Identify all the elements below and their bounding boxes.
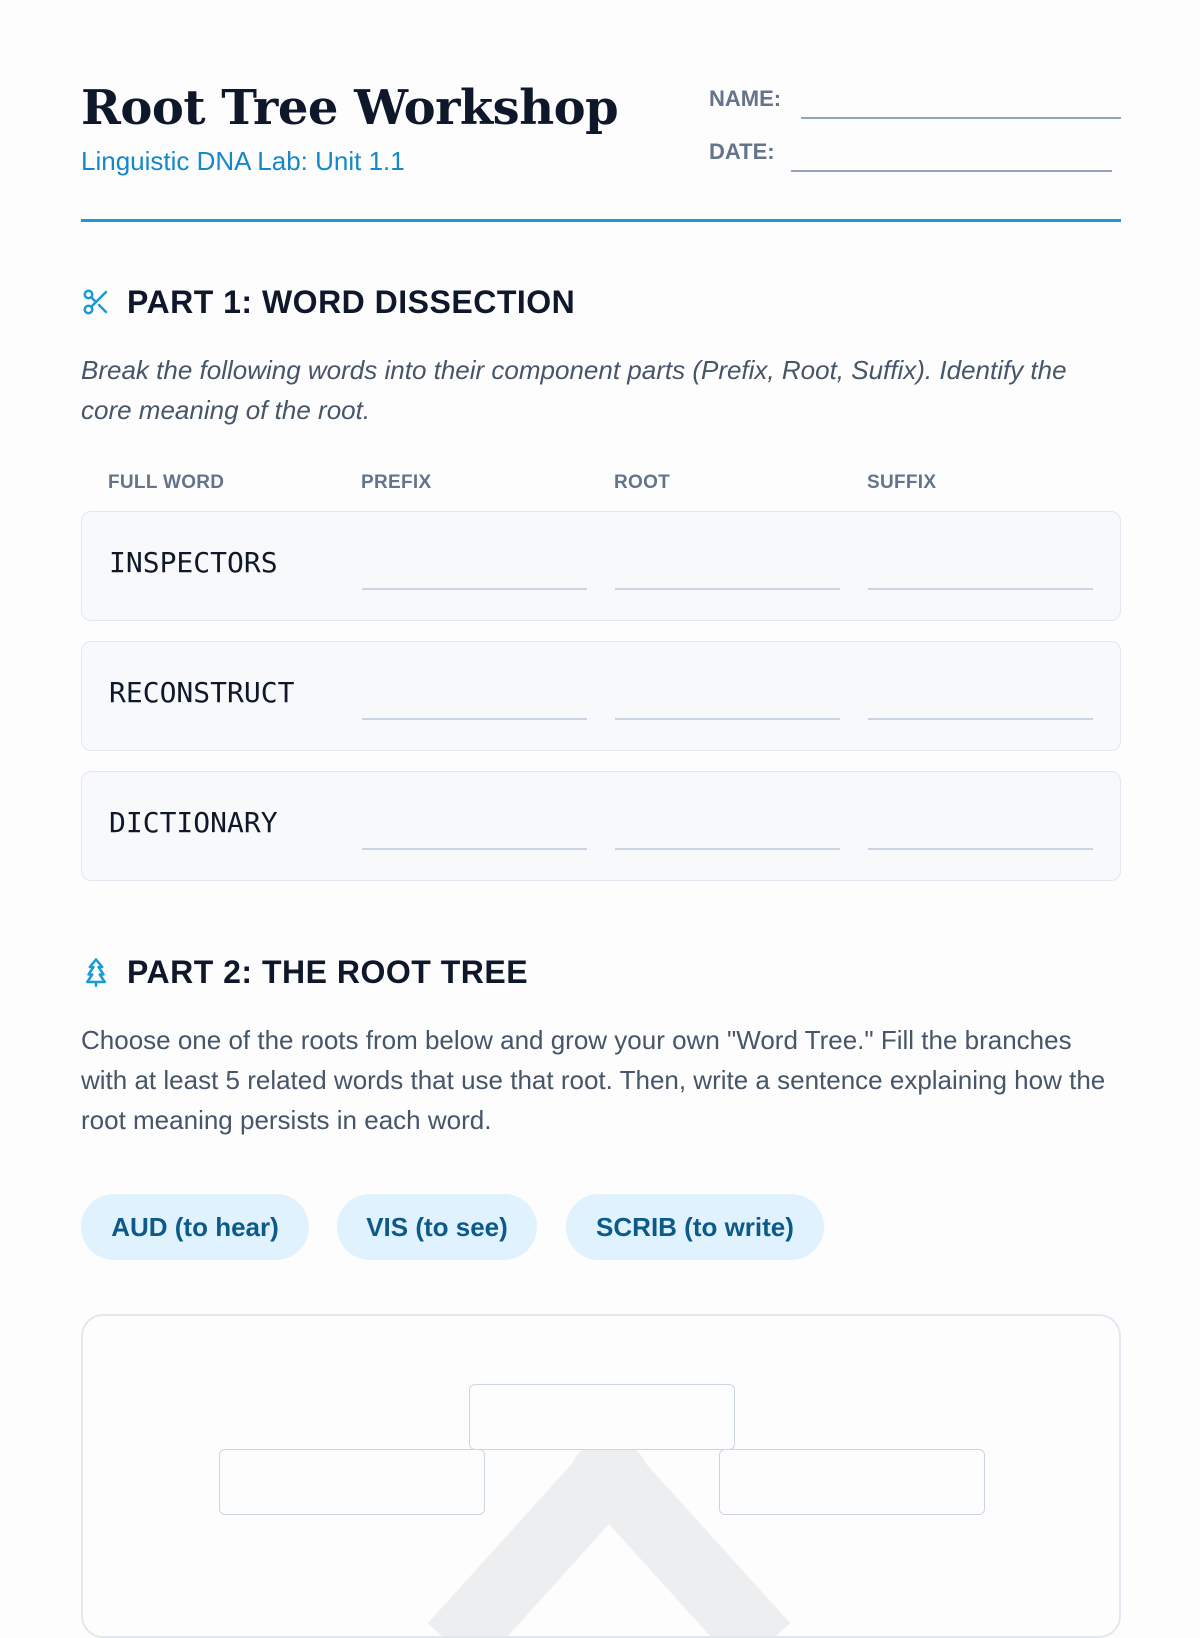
table-row [81,511,1121,621]
word-tree-area [81,1314,1121,1638]
column-header-full-word: FULL WORD [108,472,225,493]
root-chip-vis[interactable]: VIS (to see) [337,1194,537,1260]
part2-heading [81,952,528,992]
column-header-suffix: SUFFIX [867,472,937,493]
worksheet-title: Root Tree Workshop [81,80,619,136]
tree-branch-left[interactable] [219,1449,485,1515]
root-blank[interactable] [615,588,840,590]
part1-instructions: Break the following words into their component parts (Prefix, Root, Suffix). Identify the core meaning of the root. [81,355,1067,425]
column-header-prefix: PREFIX [361,472,432,493]
header-divider [81,219,1121,222]
scissors-icon [81,287,111,317]
suffix-blank[interactable] [868,588,1093,590]
prefix-blank[interactable] [362,848,587,850]
full-word: INSPECTORS [109,546,278,579]
part1-title: PART 1: WORD DISSECTION [127,283,576,320]
name-field[interactable] [801,117,1121,119]
suffix-blank[interactable] [868,848,1093,850]
root-blank[interactable] [615,848,840,850]
full-word: RECONSTRUCT [109,676,295,709]
tree-branch-right[interactable] [719,1449,985,1515]
name-label: NAME: [709,86,782,111]
worksheet-subtitle: Linguistic DNA Lab: Unit 1.1 [81,146,405,176]
date-label: DATE: [709,139,775,164]
table-row [81,641,1121,751]
root-blank[interactable] [615,718,840,720]
full-word: DICTIONARY [109,806,278,839]
prefix-blank[interactable] [362,718,587,720]
part2-title: PART 2: THE ROOT TREE [127,953,529,990]
table-row [81,771,1121,881]
column-header-root: ROOT [614,472,671,493]
part1-heading [81,282,575,322]
root-chip-scrib[interactable]: SCRIB (to write) [566,1194,824,1260]
worksheet-page [81,0,1121,1600]
date-field[interactable] [791,170,1112,172]
part2-instructions: Choose one of the roots from below and grow your own "Word Tree." Fill the branches with at least 5 related words that use that root. Then, write a sentence explaining how the root meaning persists in each word. [81,1025,1106,1135]
prefix-blank[interactable] [362,588,587,590]
tree-branch-top[interactable] [469,1384,735,1450]
suffix-blank[interactable] [868,718,1093,720]
root-chip-aud[interactable]: AUD (to hear) [81,1194,309,1260]
tree-icon [81,957,111,987]
